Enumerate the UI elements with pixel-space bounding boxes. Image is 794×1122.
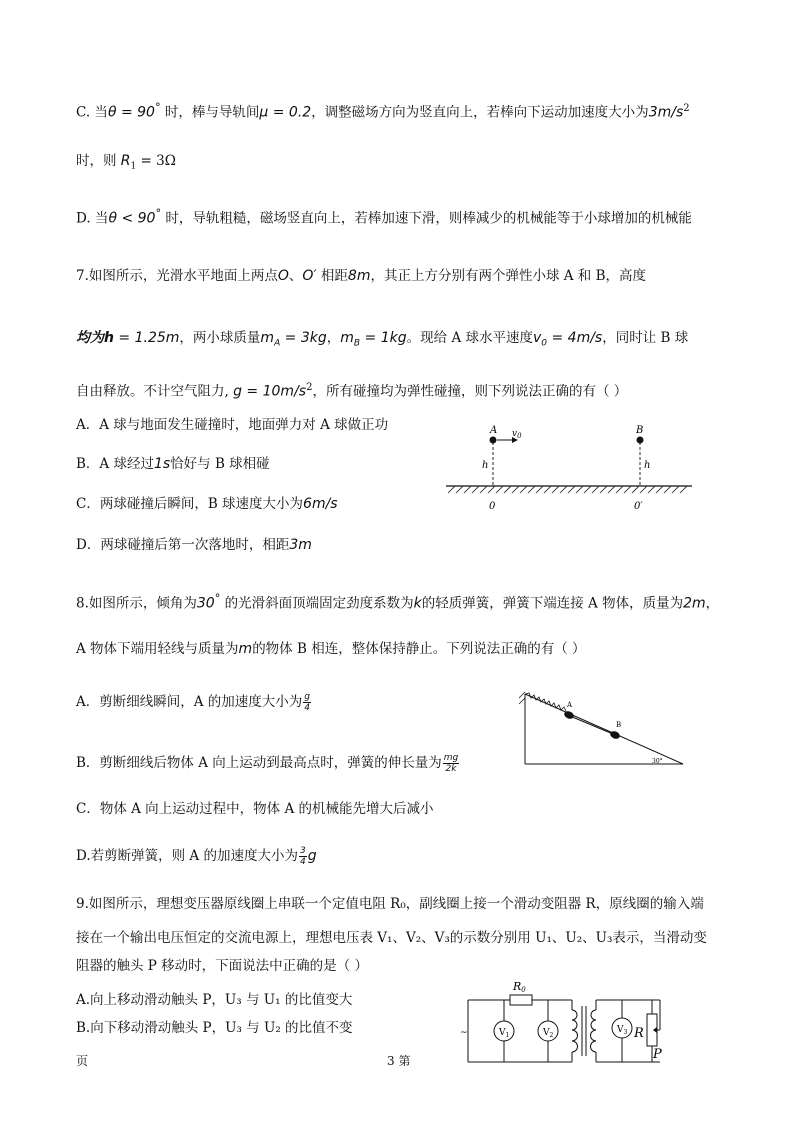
q7-option-b: B．A 球经过1s恰好与 B 球相碰 [76,456,270,472]
q8-option-c: C．物体 A 向上运动过程中，物体 A 的机械能先增大后减小 [76,801,434,817]
option-6c: C. 当θ = 90° 时，棒与导轨间μ = 0.2，调整磁场方向为竖直向上，若棒向下运动加速度大小为$3m/s^2$ [76,101,690,121]
label-b: B [616,721,622,729]
q7-stem-line2: 均为h = 1.25m，两小球质量$m_A = 3kg$，$m_B = 1kg$。现给 A 球水平速度$v_0 = 4m/s$，同时让 B 球 [76,330,689,349]
label-r: R [634,1026,644,1041]
page-number: 3 第 [387,1054,411,1068]
label-h-right: h [644,460,651,471]
q9-stem-line2: 接在一个输出电压恒定的交流电源上，理想电压表 V₁、V₂、V₃的示数分别用 U₁、U₂、U₃表示，当滑动变 [76,930,707,946]
q9-stem-line1: 9.如图所示，理想变压器原线圈上串联一个定值电阻 R₀，副线圈上接一个滑动变阻器 R，原线圈的输入端 [76,896,704,912]
q8-option-d: D.若剪断弹簧，则 A 的加速度大小为 $\frac{3}{4}$ g [76,846,317,867]
secondary-coil [591,1010,597,1052]
source-symbol: ~ [460,1028,468,1038]
label-v1: $V_1$ [499,1028,510,1039]
thread [570,716,613,734]
label-v3: $V_3$ [617,1025,628,1036]
fraction-3-over-4: $\frac{3}{4}$ [299,846,306,867]
label-a: A [567,701,573,709]
fraction-mg-over-2k: $\frac{mg}{2k}$ [443,753,459,774]
q7-stem-line3: 自由释放。不计空气阻力, $g = 10m/s^2$，所有碰撞均为弹性碰撞，则下列说法正确的有（ ） [76,382,628,400]
q8-figure [515,688,690,770]
q7-option-a: A．A 球与地面发生碰撞时，地面弹力对 A 球做正功 [76,417,389,433]
label-r0: R0 [513,980,526,994]
q9-stem-line3: 阻器的触头 P 移动时，下面说法中正确的是（ ） [76,958,368,974]
ground-hatching [448,486,687,493]
q7-option-d: D．两球碰撞后第一次落地时，相距3m [76,537,312,553]
label-b: B [636,425,644,436]
spring [525,693,566,711]
q8-option-b: B．剪断细线后物体 A 向上运动到最高点时，弹簧的伸长量为 $\frac{mg}{2k}$ [76,753,459,774]
q7-option-c: C．两球碰撞后瞬间，B 球速度大小为6m/s [76,496,338,512]
ball-b [637,437,644,444]
option-6c-continued: 时，则 $R_1 = 3\Omega$ [76,153,176,172]
q8-option-a: A．剪断细线瞬间，A 的加速度大小为 $\frac{g}{4}$ [76,692,311,713]
ball-a [490,437,497,444]
q9-option-a: A.向上移动滑动触头 P，U₃ 与 U₁ 的比值变大 [76,992,353,1008]
fraction-g-over-4: $\frac{g}{4}$ [304,692,311,713]
primary-coil [572,1010,578,1052]
q8-stem-line1: 8.如图所示，倾角为30° 的光滑斜面顶端固定劲度系数为k的轻质弹簧，弹簧下端连接 A 物体，质量为2m， [76,592,720,612]
footer-left: 页 [76,1054,89,1068]
block-b [609,730,621,740]
wall-hatching [519,692,525,704]
label-a: A [490,425,498,436]
q7-figure [440,420,700,515]
q7-stem-line1: 7.如图所示，光滑水平地面上两点O、O′ 相距8m，其正上方分别有两个弹性小球 A 和 B，高度 [76,268,647,284]
option-6d: D. 当θ < 90° 时，导轨粗糙，磁场竖直向上，若棒加速下滑，则棒减少的机械能等于小球增加的机械能 [76,207,692,227]
label-o: 0 [489,501,496,512]
label-p: P [653,1047,662,1062]
label-v0: $v_0$ [512,429,522,440]
q9-option-b: B.向下移动滑动触头 P，U₃ 与 U₂ 的比值不变 [76,1020,353,1036]
resistor-r0 [510,995,532,1005]
label-v2: $V_2$ [543,1028,554,1039]
label-h-left: h [482,460,489,471]
q8-stem-line2: A 物体下端用轻线与质量为m的物体 B 相连，整体保持静止。下列说法正确的有（ ） [76,641,586,657]
q9-circuit [460,978,675,1073]
angle-label: 30° [652,758,663,765]
label-o-prime: 0′ [634,501,643,512]
